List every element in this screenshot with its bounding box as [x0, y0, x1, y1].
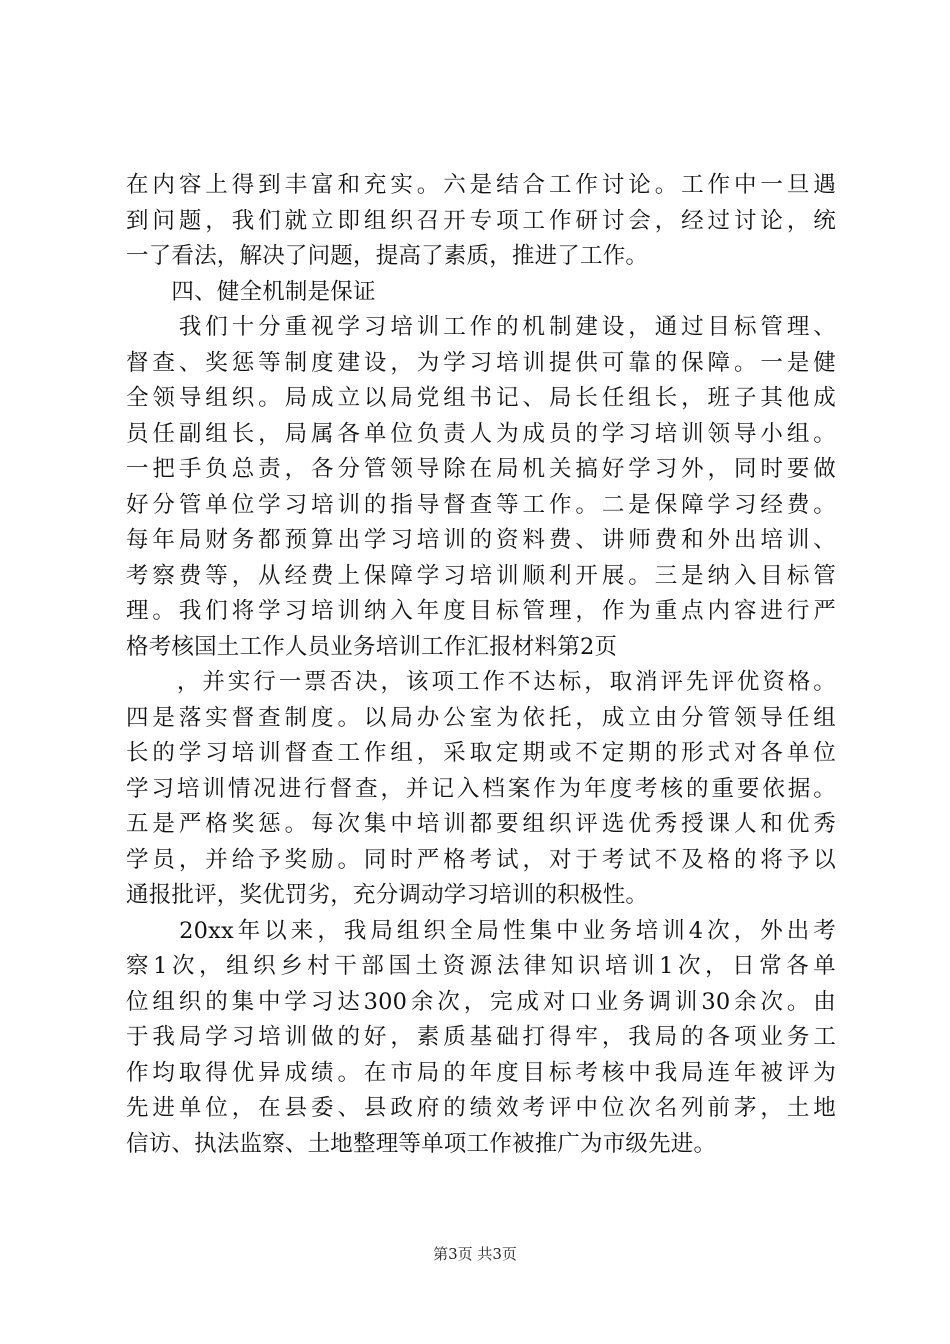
page-number-footer: 第3页 共3页: [433, 1245, 517, 1263]
text-line: 五是严格奖惩。每次集中培训都要组织评选优秀授课人和优秀: [126, 811, 836, 837]
text-line: 到问题，我们就立即组织召开专项工作研讨会，经过讨论，统: [126, 207, 836, 234]
text-line: 格考核国土工作人员业务培训工作汇报材料第2页: [126, 633, 618, 660]
text-line: 考察费等，从经费上保障学习培训顺利开展。三是纳入目标管: [126, 562, 836, 589]
text-line: 一把手负总责，各分管领导除在局机关搞好学习外，同时要做: [126, 456, 836, 482]
text-line: 察1次，组织乡村干部国土资源法律知识培训1次，日常各单: [126, 953, 836, 979]
section-heading: 四、健全机制是保证: [126, 278, 376, 305]
text-line: 信访、执法监察、土地整理等单项工作被推广为市级先进。: [126, 1130, 717, 1157]
text-line: 先进单位，在县委、县政府的绩效考评中位次名列前茅，土地: [126, 1095, 836, 1121]
text-line: 理。我们将学习培训纳入年度目标管理，作为重点内容进行严: [126, 598, 836, 624]
text-line: 通报批评，奖优罚劣，充分调动学习培训的积极性。: [126, 882, 649, 908]
text-line: 于我局学习培训做的好，素质基础打得牢，我局的各项业务工: [126, 1024, 836, 1050]
text-line: 位组织的集中学习达300余次，完成对口业务调训30余次。由: [126, 988, 836, 1015]
text-line: 好分管单位学习培训的指导督查等工作。二是保障学习经费。: [126, 491, 836, 518]
text-line: 我们十分重视学习培训工作的机制建设，通过目标管理、: [126, 314, 836, 340]
text-line: 学员，并给予奖励。同时严格考试，对于考试不及格的将予以: [126, 846, 836, 873]
text-line: 督查、奖惩等制度建设，为学习培训提供可靠的保障。一是健: [126, 349, 836, 376]
text-line: 作均取得优异成绩。在市局的年度目标考核中我局连年被评为: [126, 1059, 836, 1086]
text-line: 长的学习培训督查工作组，采取定期或不定期的形式对各单位: [126, 740, 836, 766]
text-line: 学习培训情况进行督查，并记入档案作为年度考核的重要依据。: [126, 775, 836, 802]
text-line: 20xx年以来，我局组织全局性集中业务培训4次，外出考: [126, 917, 836, 944]
text-line: 在内容上得到丰富和充实。六是结合工作讨论。工作中一旦遇: [126, 172, 836, 198]
text-line: 四是落实督查制度。以局办公室为依托，成立由分管领导任组: [126, 704, 836, 731]
text-line: 全领导组织。局成立以局党组书记、局长任组长，班子其他成: [126, 385, 836, 411]
text-line: ，并实行一票否决，该项工作不达标，取消评先评优资格。: [126, 669, 836, 695]
text-line: 员任副组长，局属各单位负责人为成员的学习培训领导小组。: [126, 420, 836, 447]
document-body: [126, 168, 836, 1162]
text-line: 一了看法，解决了问题，提高了素质，推进了工作。: [126, 243, 649, 269]
text-line: 每年局财务都预算出学习培训的资料费、讲师费和外出培训、: [126, 527, 836, 553]
